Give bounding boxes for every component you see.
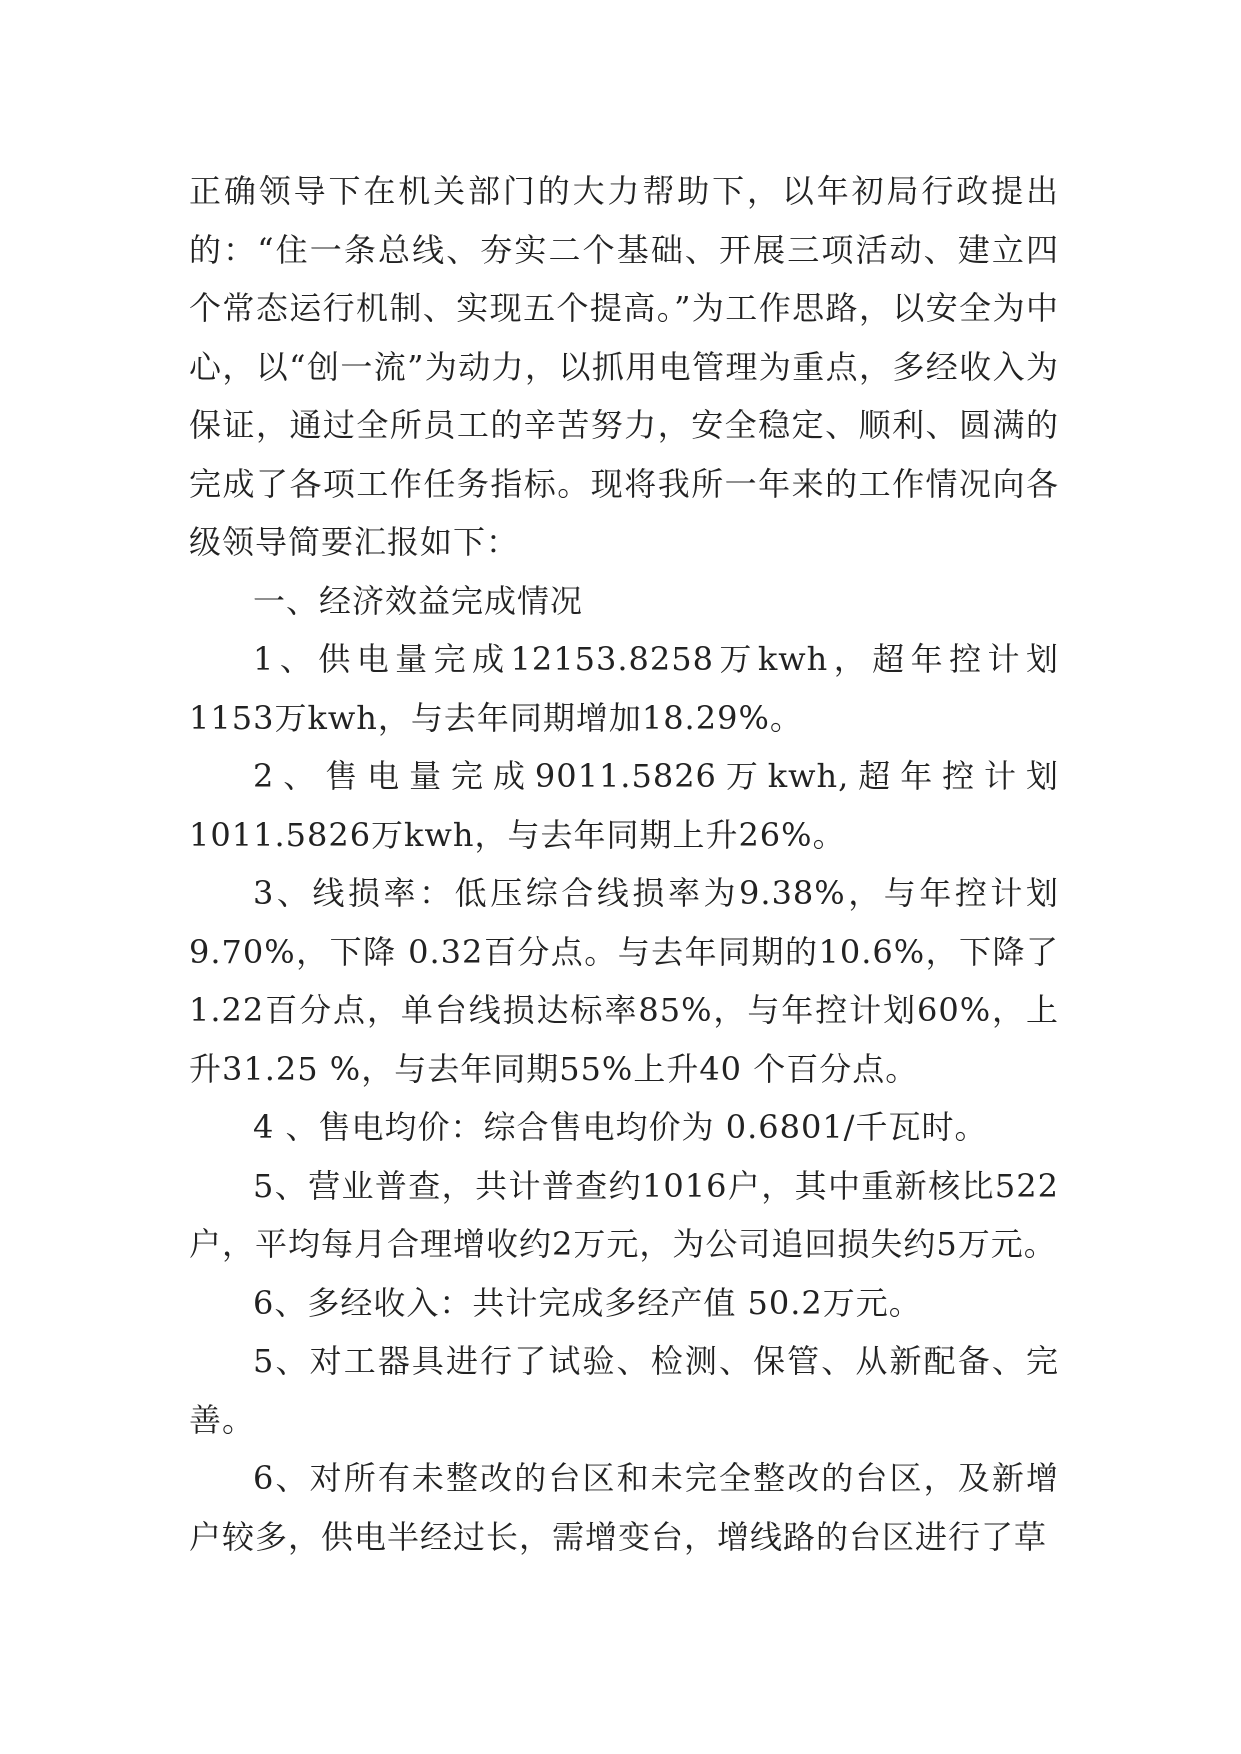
section-heading: 一、经济效益完成情况 xyxy=(253,581,584,620)
list-item-transformer-areas: 6、对所有未整改的台区和未完全整改的台区，及新增户较多，供电半经过长，需增变台，增线路的台区进行了草 xyxy=(189,1459,1059,1556)
paragraph-intro: 正确领导下在机关部门的大力帮助下，以年初局行政提出的：“住一条总线、夯实二个基础、开展三项活动、建立四个常态运行机制、实现五个提高。”为工作思路，以安全为中心，以“创一流”为动力，以抓用电管理为重点，多经收入为保证，通过全所员工的辛苦努力，安全稳定、顺利、圆满的完成了各项工作任务指标。现将我所一年来的工作情况向各级领导简要汇报如下： xyxy=(189,172,1059,561)
list-item-power-sales: 2、售电量完成9011.5826万kwh,超年控计划1011.5826万kwh，与去年同期上升26%。 xyxy=(189,757,1059,854)
list-item-tools: 5、对工器具进行了试验、检测、保管、从新配备、完善。 xyxy=(189,1342,1059,1439)
list-item-average-price: 4 、售电均价：综合售电均价为 0.6801/千瓦时。 xyxy=(253,1108,988,1146)
document-body xyxy=(189,162,1059,1566)
list-item-power-supply: 1、供电量完成12153.8258万kwh，超年控计划1153万kwh，与去年同期增加18.29%。 xyxy=(189,640,1059,737)
list-item-diversified-income: 6、多经收入：共计完成多经产值 50.2万元。 xyxy=(253,1283,922,1322)
list-item-line-loss: 3、线损率：低压综合线损率为9.38%，与年控计划9.70%，下降 0.32百分点。与去年同期的10.6%，下降了1.22百分点，单台线损达标率85%，与年控计划60%，上升31.25 %，与去年同期55%上升40 个百分点。 xyxy=(189,874,1059,1088)
list-item-business-survey: 5、营业普查，共计普查约1016户，其中重新核比522户，平均每月合理增收约2万元，为公司追回损失约5万元。 xyxy=(189,1166,1059,1263)
